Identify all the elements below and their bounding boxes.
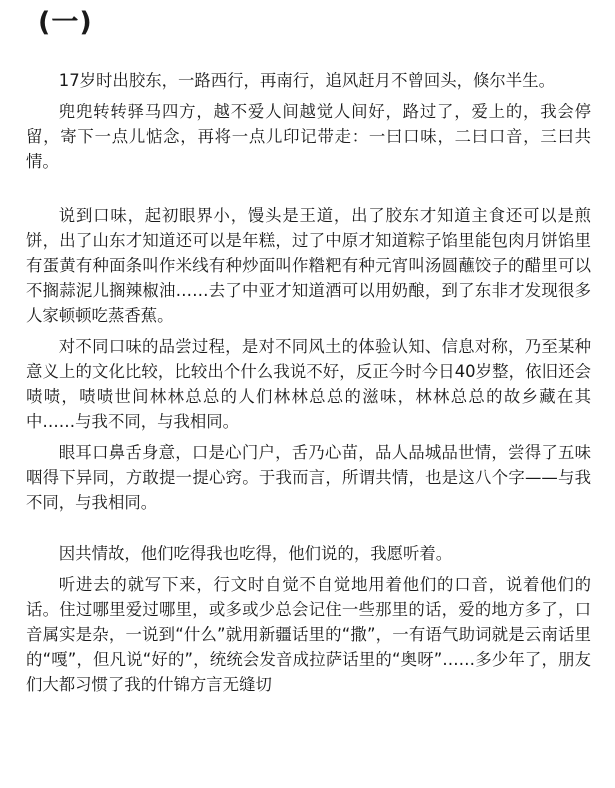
- paragraph-2: 兜兜转转驿马四方，越不爱人间越觉人间好，路过了，爱上的，我会停留，寄下一点儿惦念，再将一点儿印记带走：一曰口味，二曰口音，三曰共情。: [26, 102, 591, 171]
- paragraph-4: 对不同口味的品尝过程，是对不同风土的体验认知、信息对称，乃至某种意义上的文化比较，比较出个什么我说不好，反正今时今日40岁整，依旧还会啧啧，啧啧世间林林总总的人们林林总总的滋味，林林总总的故乡藏在其中……与我不同，与我相同。: [26, 337, 591, 431]
- section-heading: (一): [38, 7, 93, 38]
- paragraph-6: 因共情故，他们吃得我也吃得，他们说的，我愿听着。: [58, 544, 453, 563]
- paragraph-7: 听进去的就写下来，行文时自觉不自觉地用着他们的口音，说着他们的话。住过哪里爱过哪里，或多或少总会记住一些那里的话，爱的地方多了，口音属实是杂，一说到“什么”就用新疆话里的“撒”，一有语气助词就是云南话里的“嘎”，但凡说“好的”，统统会发音成拉萨话里的“奥呀”……多少年了，朋友们大都习惯了我的什锦方言无缝切: [26, 575, 591, 694]
- article-body: [26, 68, 591, 697]
- paragraph-5: 眼耳口鼻舌身意，口是心门户，舌乃心苗，品人品城品世情，尝得了五味咽得下异同，方敢提一提心窍。于我而言，所谓共情，也是这八个字——与我不同，与我相同。: [26, 443, 591, 512]
- paragraph-1: 17岁时出胶东，一路西行，再南行，追风赶月不曾回头，倏尔半生。: [58, 71, 555, 90]
- paragraph-3: 说到口味，起初眼界小，馒头是王道，出了胶东才知道主食还可以是煎饼，出了山东才知道还可以是年糕，过了中原才知道粽子馅里能包肉月饼馅里有蛋黄有种面条叫作米线有种炒面叫作糌粑有种元宵叫汤圆蘸饺子的醋里可以不搁蒜泥儿搁辣椒油……去了中亚才知道酒可以用奶酿，到了东非才发现很多人家顿顿吃蒸香蕉。: [26, 206, 591, 325]
